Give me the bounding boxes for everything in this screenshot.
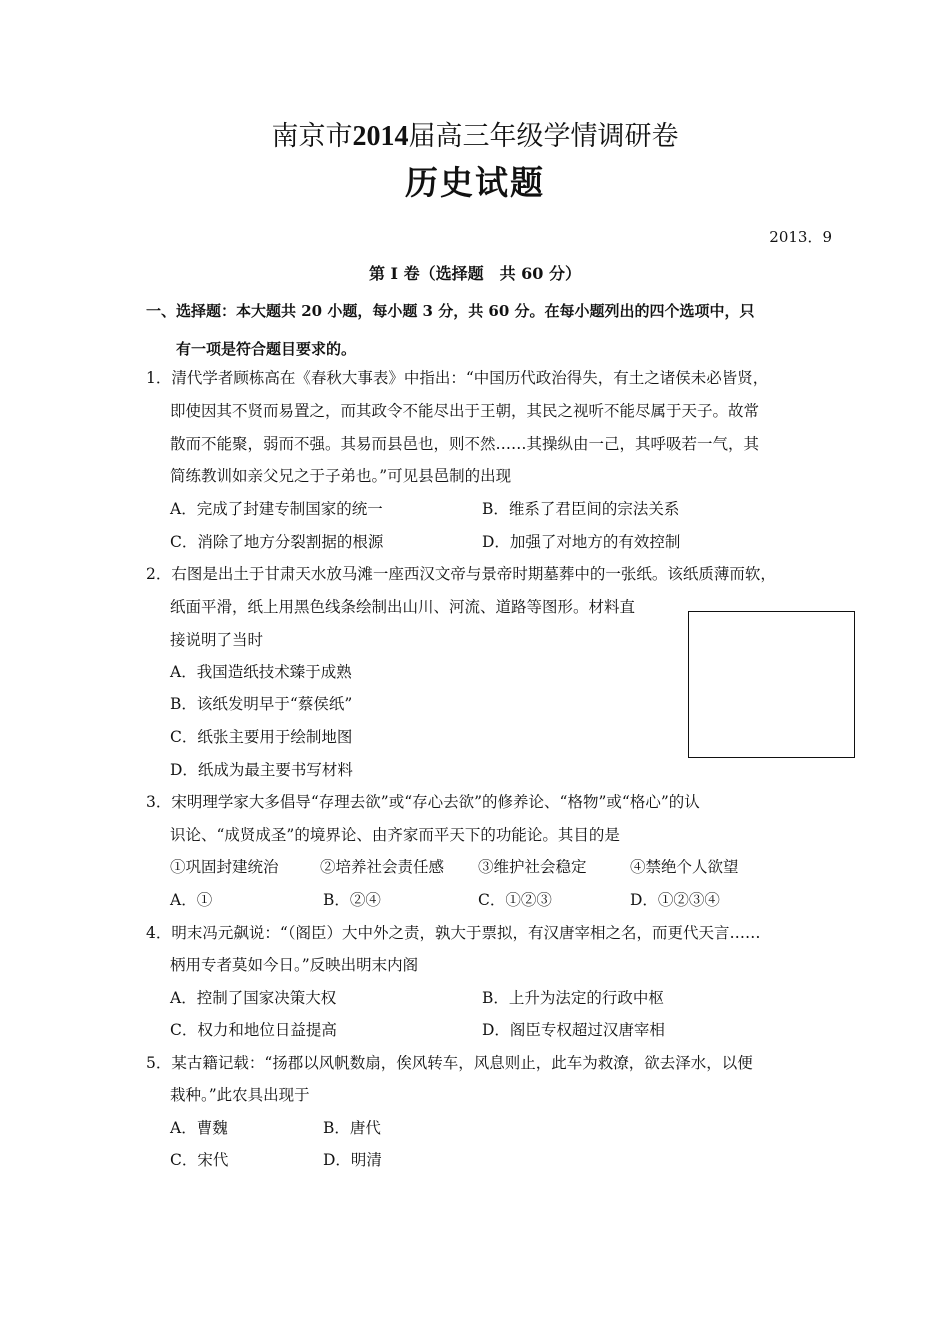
q5-option-a: A．曹魏	[170, 1119, 228, 1137]
q5-option-c: C．宋代	[170, 1151, 229, 1169]
q3-option-d: D．①②③④	[630, 891, 720, 909]
q5-stem-line: 栽种。”此农具出现于	[170, 1086, 310, 1104]
q2-stem-line: 2．右图是出土于甘肃天水放马滩一座西汉文帝与景帝时期墓葬中的一张纸。该纸质薄而软，	[146, 565, 776, 583]
q3-stem-line: 3．宋明理学家大多倡导“存理去欲”或“存心去欲”的修养论、“格物”或“格心”的认	[146, 793, 700, 811]
section-instructions-line2: 有一项是符合题目要求的。	[176, 340, 357, 358]
exam-date: 2013．9	[769, 228, 832, 246]
q5-option-d: D．明清	[323, 1151, 382, 1169]
q1-stem-line: 即使因其不贤而易置之，而其政令不能尽出于王朝，其民之视听不能尽属于天子。故常	[170, 402, 760, 420]
q4-stem-line: 柄用专者莫如今日。”反映出明末内阁	[170, 956, 419, 974]
q4-option-d: D．阁臣专权超过汉唐宰相	[482, 1021, 665, 1039]
q2-option-c: C．纸张主要用于绘制地图	[170, 728, 353, 746]
q3-item-4: ④禁绝个人欲望	[630, 858, 739, 876]
exam-title: 南京市2014届高三年级学情调研卷	[271, 121, 679, 152]
q4-option-b: B．上升为法定的行政中枢	[482, 989, 664, 1007]
q5-stem-line: 5．某古籍记载：“扬郡以风帆数扇，俟风转车，风息则止，此车为救潦，欲去泽水，以便	[146, 1054, 753, 1072]
q4-stem-line: 4．明末冯元飙说：“（阁臣）大中外之责，孰大于票拟，有汉唐宰相之名，而更代天言……	[146, 924, 761, 942]
q3-option-b: B．②④	[323, 891, 381, 909]
q1-option-d: D．加强了对地方的有效控制	[482, 533, 681, 551]
part-heading: 第 I 卷（选择题 共 60 分）	[368, 264, 582, 283]
q1-stem-line: 散而不能聚，弱而不强。其易而县邑也，则不然……其操纵由一己，其呼吸若一气，其	[170, 435, 760, 453]
q3-item-1: ①巩固封建统治	[170, 858, 279, 876]
q2-stem-line: 纸面平滑，纸上用黑色线条绘制出山川、河流、道路等图形。材料直	[170, 598, 636, 616]
q3-item-2: ②培养社会责任感	[320, 858, 445, 876]
q2-option-a: A．我国造纸技术臻于成熟	[170, 663, 352, 681]
q1-stem-line: 1．清代学者顾栋高在《春秋大事表》中指出：“中国历代政治得失，有土之诸侯未必皆贤，	[146, 369, 769, 387]
q1-option-b: B．维系了君臣间的宗法关系	[482, 500, 680, 518]
q3-item-3: ③维护社会稳定	[478, 858, 587, 876]
q1-option-a: A．完成了封建专制国家的统一	[170, 500, 383, 518]
q2-option-d: D．纸成为最主要书写材料	[170, 761, 353, 779]
q5-option-b: B．唐代	[323, 1119, 381, 1137]
q1-stem-line: 简练教训如亲父兄之于子弟也。”可见县邑制的出现	[170, 467, 512, 485]
q3-option-a: A．①	[170, 891, 213, 909]
q3-option-c: C．①②③	[478, 891, 552, 909]
q2-option-b: B．该纸发明早于“蔡侯纸”	[170, 695, 353, 713]
q2-stem-line: 接说明了当时	[170, 631, 264, 649]
q4-option-c: C．权力和地位日益提高	[170, 1021, 337, 1039]
section-instructions-line1: 一、选择题：本大题共 20 小题，每小题 3 分，共 60 分。在每小题列出的四个选项中，只	[146, 302, 755, 320]
q1-option-c: C．消除了地方分裂割据的根源	[170, 533, 384, 551]
figure-placeholder	[688, 611, 855, 758]
subject-title: 历史试题	[405, 163, 545, 202]
q3-stem-line: 识论、“成贤成圣”的境界论、由齐家而平天下的功能论。其目的是	[170, 826, 620, 844]
q4-option-a: A．控制了国家决策大权	[170, 989, 337, 1007]
